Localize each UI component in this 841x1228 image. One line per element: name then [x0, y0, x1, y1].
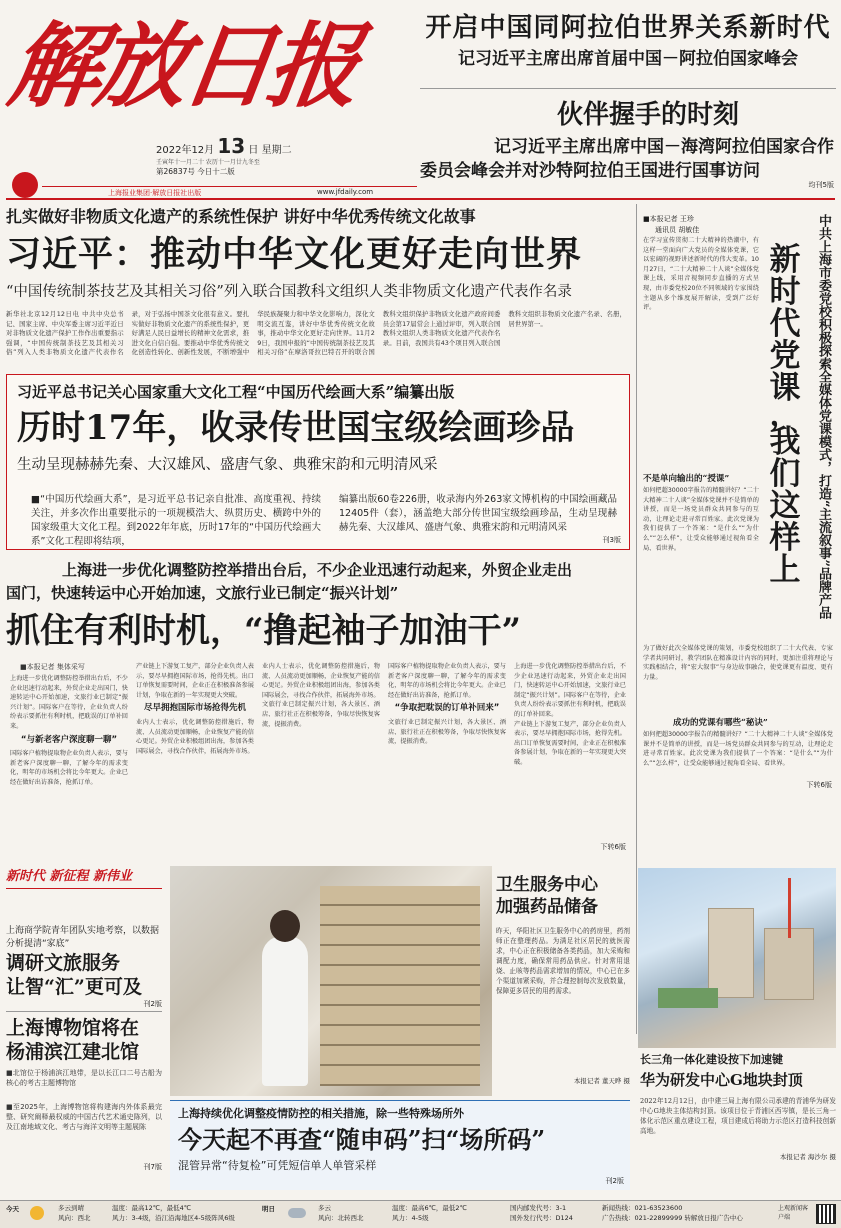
- code-kicker: 上海持续优化调整疫情防控的相关措施，除一些特殊场所外: [178, 1107, 464, 1120]
- party-body-3: 为了做好此次全媒体党课的策划，市委党校组织了二十大代表、专家学者共同研讨，教学团队在精准设计内容的同时，更加注重将理论与实践相结合，将“宏大叙事”与身边故事融合，使党课更有温度、更有力量。: [643, 645, 833, 681]
- left-item-2-body-2: ■至2025年，上海博物馆将构建海内外体系最完整、研究阐释最权威的中国古代艺术通史陈列，以及江南地域文化、考古与海洋文明等主题展陈: [6, 1103, 162, 1131]
- trade-kicker-2: 国门，快速转运中心开始加速，文旅行业已制定“振兴计划”: [6, 584, 399, 602]
- photo-story-body: 昨天，华阳社区卫生服务中心的药房里，药剂师正在整理药品。为满足社区居民的就医需求，中心正在积极储备各类药品，加大采购和调配力度，确保常用药品供应。针对常用退烧、止咳等药品需求增加的情况，中心已在多个渠道加紧采购，并合理控制每次发放数量，保障更多居民的用药需求。: [496, 927, 630, 995]
- photo-story-headline-2: 加强药品储备: [496, 897, 598, 917]
- code-deck: 混管异常“待复检”可凭短信单人单管采样: [178, 1159, 377, 1172]
- newspaper-logo: 解放日报: [2, 12, 362, 120]
- top-story-2[interactable]: [420, 95, 836, 190]
- trade-jump[interactable]: 下转6版: [600, 843, 626, 851]
- website-link[interactable]: www.jfdaily.com: [317, 188, 374, 196]
- photo-story-credit: 本报记者 董天晔 摄: [573, 1077, 630, 1085]
- weather-tomorrow-label: 明日: [262, 1205, 275, 1213]
- trade-sub-1: “与新老客户深度聊一聊”: [20, 734, 118, 745]
- party-sub-1: 不是单向输出的“授课”: [643, 474, 730, 484]
- pharmacist-figure: [262, 936, 308, 1086]
- issn-2: 国外发行代号：D124: [510, 1214, 573, 1222]
- lunar-line: 壬寅年十一月二十 农历十一月廿九冬至: [156, 159, 260, 166]
- trade-kicker-1: 上海进一步优化调整防控举措出台后，不少企业迅速行动起来，外贸企业走出: [62, 561, 573, 579]
- pharmacist-head: [270, 910, 300, 942]
- crane: [788, 878, 791, 938]
- site-body: 2022年12月12日，由中建三局上海有限公司承建的青浦华为研发中心G地块主体结构封顶。该项目位于青浦区西岑镇，是长三角一体化示范区重点建设工程，项目建成后将助力示范区打造科技创新高地。: [640, 1097, 836, 1135]
- art-headline: 历时17年，收录传世国宝级绘画珍品: [17, 408, 575, 448]
- app-label[interactable]: 上观新闻客户端: [778, 1205, 809, 1221]
- building-roof-green: [658, 988, 718, 1008]
- pharmacy-photo: [170, 866, 492, 1096]
- lead-body: 新华社北京12月12日电 中共中央总书记、国家主席、中央军委主席习近平近日对非物质文化遗产保护工作作出重要指示强调，“中国传统制茶技艺及其相关习俗”列入人类非物质文化遗产代表作名录，对于弘扬中国茶文化很有意义。要扎实做好非物质文化遗产的系统性保护，更好满足人民日益增长的精神文化需求，推进文化自信自强。要推动中华优秀传统文化创造性转化、创新性发展，不断增强中华民族凝聚力和中华文化影响力，深化文明交流互鉴，讲好中华优秀传统文化故事，推动中华文化更好走向世界。11月29日，我国申报的“中国传统制茶技艺及其相关习俗”在摩洛哥拉巴特召开的联合国教科文组织保护非物质文化遗产政府间委员会第17届常会上通过评审，列入联合国教科文组织人类非物质文化遗产代表作名录。目前，我国共有43个项目列入联合国教科文组织非物质文化遗产名录、名册，居世界第一。: [6, 310, 626, 357]
- left-item-1-jump[interactable]: 刊2版: [6, 999, 162, 1012]
- publisher-bar: 上海报业集团·解放日报社出版 www.jfdaily.com: [42, 186, 417, 198]
- lead-deck: “中国传统制茶技艺及其相关习俗”列入联合国教科文组织人类非物质文化遗产代表作名录: [6, 284, 572, 300]
- left-column: [6, 866, 162, 1198]
- photo-story[interactable]: [496, 874, 630, 1098]
- party-body-4: 如何把超30000字报告的精髓讲好？“二十大精神二十人谈”全媒体党课并不是简单的讲授，而是一场党员群众共同参与的互动，让理论走进寻常百姓家。此次党课为我们提供了一个答案：“是什么”“为什么”“怎么样”，让受众能够通过视角看全局、看世界。: [643, 731, 833, 767]
- site-caption-kicker: 长三角一体化建设按下加速键: [640, 1053, 783, 1066]
- top-story-2-jump[interactable]: 均刊5版: [808, 181, 834, 189]
- party-headline: 新 时 代 党 课 ， 我 们 这 样 上: [769, 242, 801, 588]
- art-story[interactable]: [6, 374, 630, 550]
- logo-emblem-icon: [12, 172, 38, 198]
- trade-col-3: 业内人士表示，优化调整防控措施后，物流、人员流动更加顺畅，企业恢复产能的信心更足。外贸企业积极组团出海，参加各类国际展会，寻找合作伙伴，拓展海外市场。 文旅行业已制定振兴计划，各大景区、酒店、旅行社正在积极筹备，争取尽快恢复客流，提振消费。: [262, 663, 380, 728]
- issn-1: 国内邮发代号：3-1: [510, 1204, 567, 1212]
- trade-headline: 抓住有利时机，“撸起袖子加油干”: [6, 611, 522, 651]
- party-body-2: 如何把超30000字报告的精髓讲好？“二十大精神二十人谈”全媒体党课并不是简单的讲授，而是一场党员群众共同参与的互动，让理论走进寻常百姓家。此次党课为我们提供了一个答案：“是什么”“为什么”“怎么样”，让受众能够通过视角看全局、看世界。: [643, 487, 759, 552]
- footer-bar: [0, 1200, 841, 1228]
- party-byline-1: ■本报记者 王珍: [643, 215, 694, 223]
- top-divider: [420, 88, 836, 89]
- wind-today: 风向：西北: [58, 1214, 91, 1222]
- weather-today: 多云到晴: [58, 1204, 84, 1212]
- masthead-rule: [6, 198, 835, 200]
- left-item-1-title-2[interactable]: 让智“汇”更可及: [6, 976, 142, 998]
- trade-col-5: 上海进一步优化调整防控举措出台后，不少企业迅速行动起来，外贸企业走出国门，快速转运中心开始加速，文旅行业已制定“振兴计划”。国际客户在等待，企业负责人纷纷表示要抓住有利时机，把耽误的订单补回来。 产业链上下游复工复产，部分企业负责人表示，要尽早拥抱国际市场，抢得先机。出口订单恢复需要时间，企业正在积极准备参展计划，争取在新的一年实现更大突破。: [514, 663, 626, 766]
- left-item-1-title-1[interactable]: 调研文旅服务: [6, 952, 121, 974]
- trade-story[interactable]: [6, 558, 630, 858]
- top-story-2-subhead-1: 记习近平主席出席中国－海湾阿拉伯国家合作: [494, 137, 834, 157]
- site-credit: 本报记者 海沙尔 摄: [779, 1153, 836, 1161]
- trade-col-1: 上海进一步优化调整防控举措出台后，不少企业迅速行动起来，外贸企业走出国门，快速转运中心开始加速，文旅行业已制定“振兴计划”。国际客户在等待，企业负责人纷纷表示要抓住有利时机，把耽误的订单补回来。 “与新老客户深度聊一聊” 国际客户植物提取物企业负责人表示，要与新老客户深度聊一聊，了解今年的需求变化，明年的市场机会将比今年更大。企业已经在做好出访准备，抢抓订单。: [10, 675, 128, 786]
- building-block-1: [708, 908, 754, 998]
- party-sub-2: 成功的党课有哪些“秘诀”: [673, 718, 768, 728]
- art-jump[interactable]: 刊3版: [602, 536, 621, 544]
- building-block-2: [764, 928, 814, 1000]
- trade-col-2: 产业链上下游复工复产，部分企业负责人表示，要尽早拥抱国际市场，抢得先机。出口订单恢复需要时间，企业正在积极准备参展计划，争取在新的一年实现更大突破。 尽早拥抱国际市场抢得先机 业内人士表示，优化调整防控措施后，物流、人员流动更加顺畅，企业恢复产能的信心更足。外贸企业积极组团出海，参加各类国际展会，寻找合作伙伴，拓展海外市场。: [136, 663, 254, 755]
- art-body-left: ■“中国历代绘画大系”，是习近平总书记亲自批准、高度重视、持续关注，并多次作出重要批示的一项规模浩大、纵贯历史、横跨中外的国家级重大文化工程。到2022年年底，历时17年的“中国历代绘画大系”文化工程即将结项，: [31, 494, 321, 547]
- qr-code-icon[interactable]: [816, 1204, 836, 1224]
- trade-col-4: 国际客户植物提取物企业负责人表示，要与新老客户深度聊一聊，了解今年的需求变化，明年的市场机会将比今年更大。企业已经在做好出访准备，抢抓订单。 “争取把耽误的订单补回来” 文旅行业已制定振兴计划，各大景区、酒店、旅行社正在积极筹备，争取尽快恢复客流，提振消费。: [388, 663, 506, 746]
- photo-story-headline-1: 卫生服务中心: [496, 875, 598, 895]
- weather-tomorrow: 多云: [318, 1204, 331, 1212]
- code-story[interactable]: [170, 1100, 630, 1190]
- temp-today: 温度：最高12℃，最低4℃: [112, 1204, 192, 1212]
- wind-force-today: 风力：3-4级，沿江沿海地区4-5级阵风6级: [112, 1214, 235, 1222]
- site-headline: 华为研发中心G地块封顶: [640, 1071, 803, 1089]
- date-line: 2022年12月 13 日 星期二: [156, 134, 292, 158]
- trade-byline: ■本报记者 集体采写: [20, 663, 85, 671]
- wind-force-tomorrow: 风力：4-5级: [392, 1214, 429, 1222]
- top-story-2-headline: 伙伴握手的时刻: [556, 100, 739, 130]
- pharmacy-shelves: [320, 886, 480, 1086]
- code-jump[interactable]: 刊2版: [605, 1177, 624, 1185]
- trade-sub-3: “争取把耽误的订单补回来”: [394, 703, 500, 714]
- party-byline-2: 通讯员 胡敏佳: [655, 226, 700, 234]
- party-jump[interactable]: 下转6版: [806, 781, 832, 789]
- left-item-2-title-1[interactable]: 上海博物馆将在: [6, 1017, 140, 1039]
- temp-tomorrow: 温度：最高6℃，最低2℃: [392, 1204, 467, 1212]
- top-story-1-headline: 开启中国同阿拉伯世界关系新时代: [425, 13, 831, 43]
- left-item-2-title-2[interactable]: 杨浦滨江建北馆: [6, 1041, 140, 1063]
- art-kicker: 习近平总书记关心国家重大文化工程“中国历代绘画大系”编纂出版: [17, 383, 455, 401]
- left-item-2-jump[interactable]: 刊7版: [143, 1163, 162, 1171]
- left-item-1-lead: 上海商学院青年团队实地考察，以数据分析提清“家底”: [6, 926, 160, 949]
- date-day: 13: [217, 134, 246, 158]
- weather-icon-sun: [30, 1206, 44, 1220]
- construction-photo-frame: [638, 868, 836, 1048]
- left-banner: 新时代 新征程 新伟业: [6, 866, 162, 889]
- phone-2: 广告热线：021-22899999 转解放日报广告中心: [602, 1214, 743, 1222]
- lead-kicker: 扎实做好非物质文化遗产的系统性保护 讲好中华优秀传统文化故事: [6, 207, 476, 226]
- phone-1: 新闻热线：021-63523600: [602, 1204, 683, 1212]
- top-story-2-subhead-2: 委员会峰会并对沙特阿拉伯王国进行国事访问: [420, 161, 760, 181]
- masthead: [2, 6, 416, 198]
- art-body-right: 编纂出版60卷226册，收录海内外263家文博机构的中国绘画藏品12405件（套），涵盖绝大部分传世国宝级绘画珍品，生动呈现赫赫先秦、大汉雄风、盛唐气象、典雅宋韵和元明清风采: [339, 494, 617, 533]
- site-story[interactable]: [640, 1052, 836, 1192]
- top-story-1-subhead: 记习近平主席出席首届中国－阿拉伯国家峰会: [458, 49, 798, 69]
- left-item-2-body-1: ■北馆位于杨浦滨江地带，是以长江口二号古船为核心的考古主题博物馆: [6, 1069, 162, 1087]
- party-side-label: 中共上海市委党校积极探索全媒体党课模式，打造“主流叙事”品牌产品: [816, 214, 831, 619]
- weather-today-label: 今天: [6, 1205, 19, 1213]
- top-story-1[interactable]: [420, 10, 836, 90]
- wind-tomorrow: 风向：北转西北: [318, 1214, 364, 1222]
- code-headline: 今天起不再查“随申码”扫“场所码”: [178, 1125, 546, 1154]
- art-deck: 生动呈现赫赫先秦、大汉雄风、盛唐气象、典雅宋韵和元明清风采: [17, 457, 438, 473]
- party-body-1: 在学习宣传贯彻二十大精神的热潮中，有这样一堂面向广大党员的全媒体党课，它以宏阔的视野讲述新时代的伟大变革。10月27日，“二十大精神二十人谈”全媒体党课上线，采用音视频同步直播的方式呈现，由市委党校20位不同领域的专家围绕主题从多个维度展开解读，受到广泛好评。: [643, 237, 759, 312]
- trade-sub-2: 尽早拥抱国际市场抢得先机: [143, 703, 246, 714]
- issue-line: 第26837号 今日十二版: [156, 167, 235, 176]
- lead-headline: 习近平：推动中华文化更好走向世界: [6, 234, 583, 275]
- weather-icon-cloud: [288, 1208, 306, 1218]
